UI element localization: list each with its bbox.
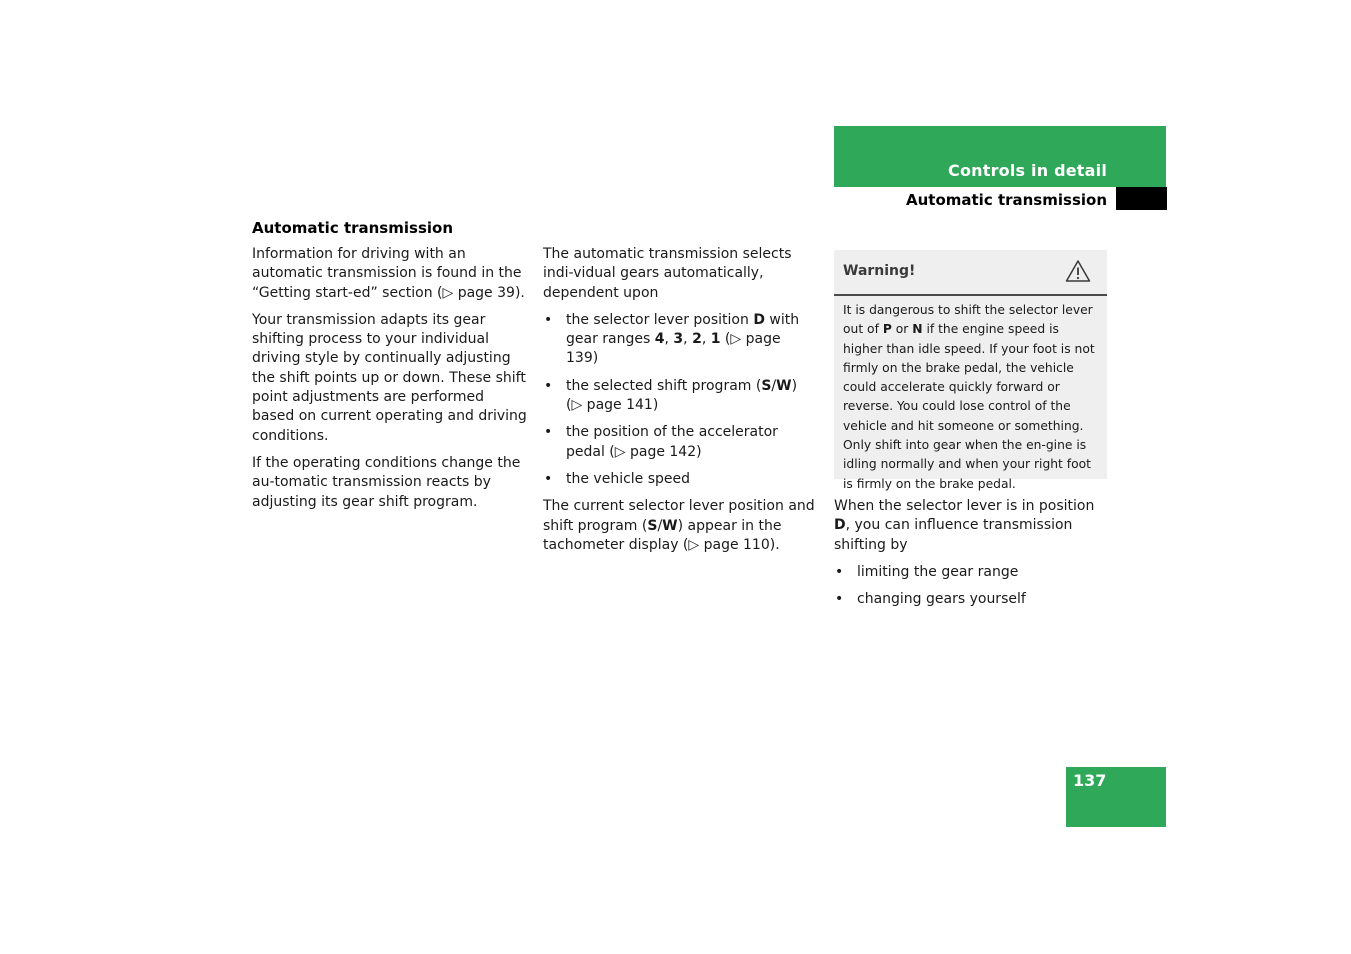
paragraph: The current selector lever position and shift program (S/W) appear in the tachometer display (▷ page 110). [543, 498, 815, 553]
paragraph: When the selector lever is in position D, you can influence transmission shifting by [834, 498, 1095, 553]
column-right [834, 497, 1110, 617]
page-heading: Automatic transmission [252, 219, 453, 237]
warning-header [834, 250, 1107, 296]
list-item: • the position of the accelerator pedal (▷ page 142) [543, 423, 815, 462]
page-number: 137 [1073, 771, 1107, 790]
warning-label: Warning! [843, 263, 916, 279]
page-number-box [1066, 767, 1166, 827]
paragraph: If the operating conditions change the au-tomatic transmission reacts by adjusting its gear shift program. [252, 454, 521, 510]
bullet-list [543, 311, 815, 489]
column-middle [543, 245, 815, 563]
warning-triangle-icon [1065, 259, 1091, 283]
section-title: Controls in detail [948, 161, 1107, 180]
warning-box [834, 250, 1107, 491]
list-item: • the vehicle speed [543, 470, 815, 489]
paragraph: Your transmission adapts its gear shifting process to your individual driving style by continually adjusting the shift points up or down. These shift point adjustments are performed based on current operating and driving conditions. [252, 311, 527, 444]
list-item: • the selected shift program (S/W) (▷ page 141) [543, 377, 815, 416]
list-item: • changing gears yourself [834, 590, 1110, 609]
bullet-list [834, 563, 1110, 610]
list-item: • limiting the gear range [834, 563, 1110, 582]
section-tab-marker [1116, 187, 1167, 210]
warning-text: It is dangerous to shift the selector lever out of P or N if the engine speed is higher than idle speed. If your foot is not firmly on the brake pedal, the vehicle could accelerate quickly forward or reverse. You could lose control of the vehicle and hit someone or something. Only shift into gear when the en-gine is idling normally and when your right foot is firmly on the brake pedal. [843, 303, 1095, 491]
subsection-title: Automatic transmission [906, 191, 1107, 209]
column-left [252, 245, 530, 520]
paragraph: Information for driving with an automatic transmission is found in the “Getting start-ed” section (▷ page 39). [252, 246, 525, 301]
section-header-band [834, 126, 1166, 187]
list-item: • the selector lever position D with gear ranges 4, 3, 2, 1 (▷ page 139) [543, 311, 815, 369]
paragraph: The automatic transmission selects indi-vidual gears automatically, dependent upon [543, 246, 792, 301]
